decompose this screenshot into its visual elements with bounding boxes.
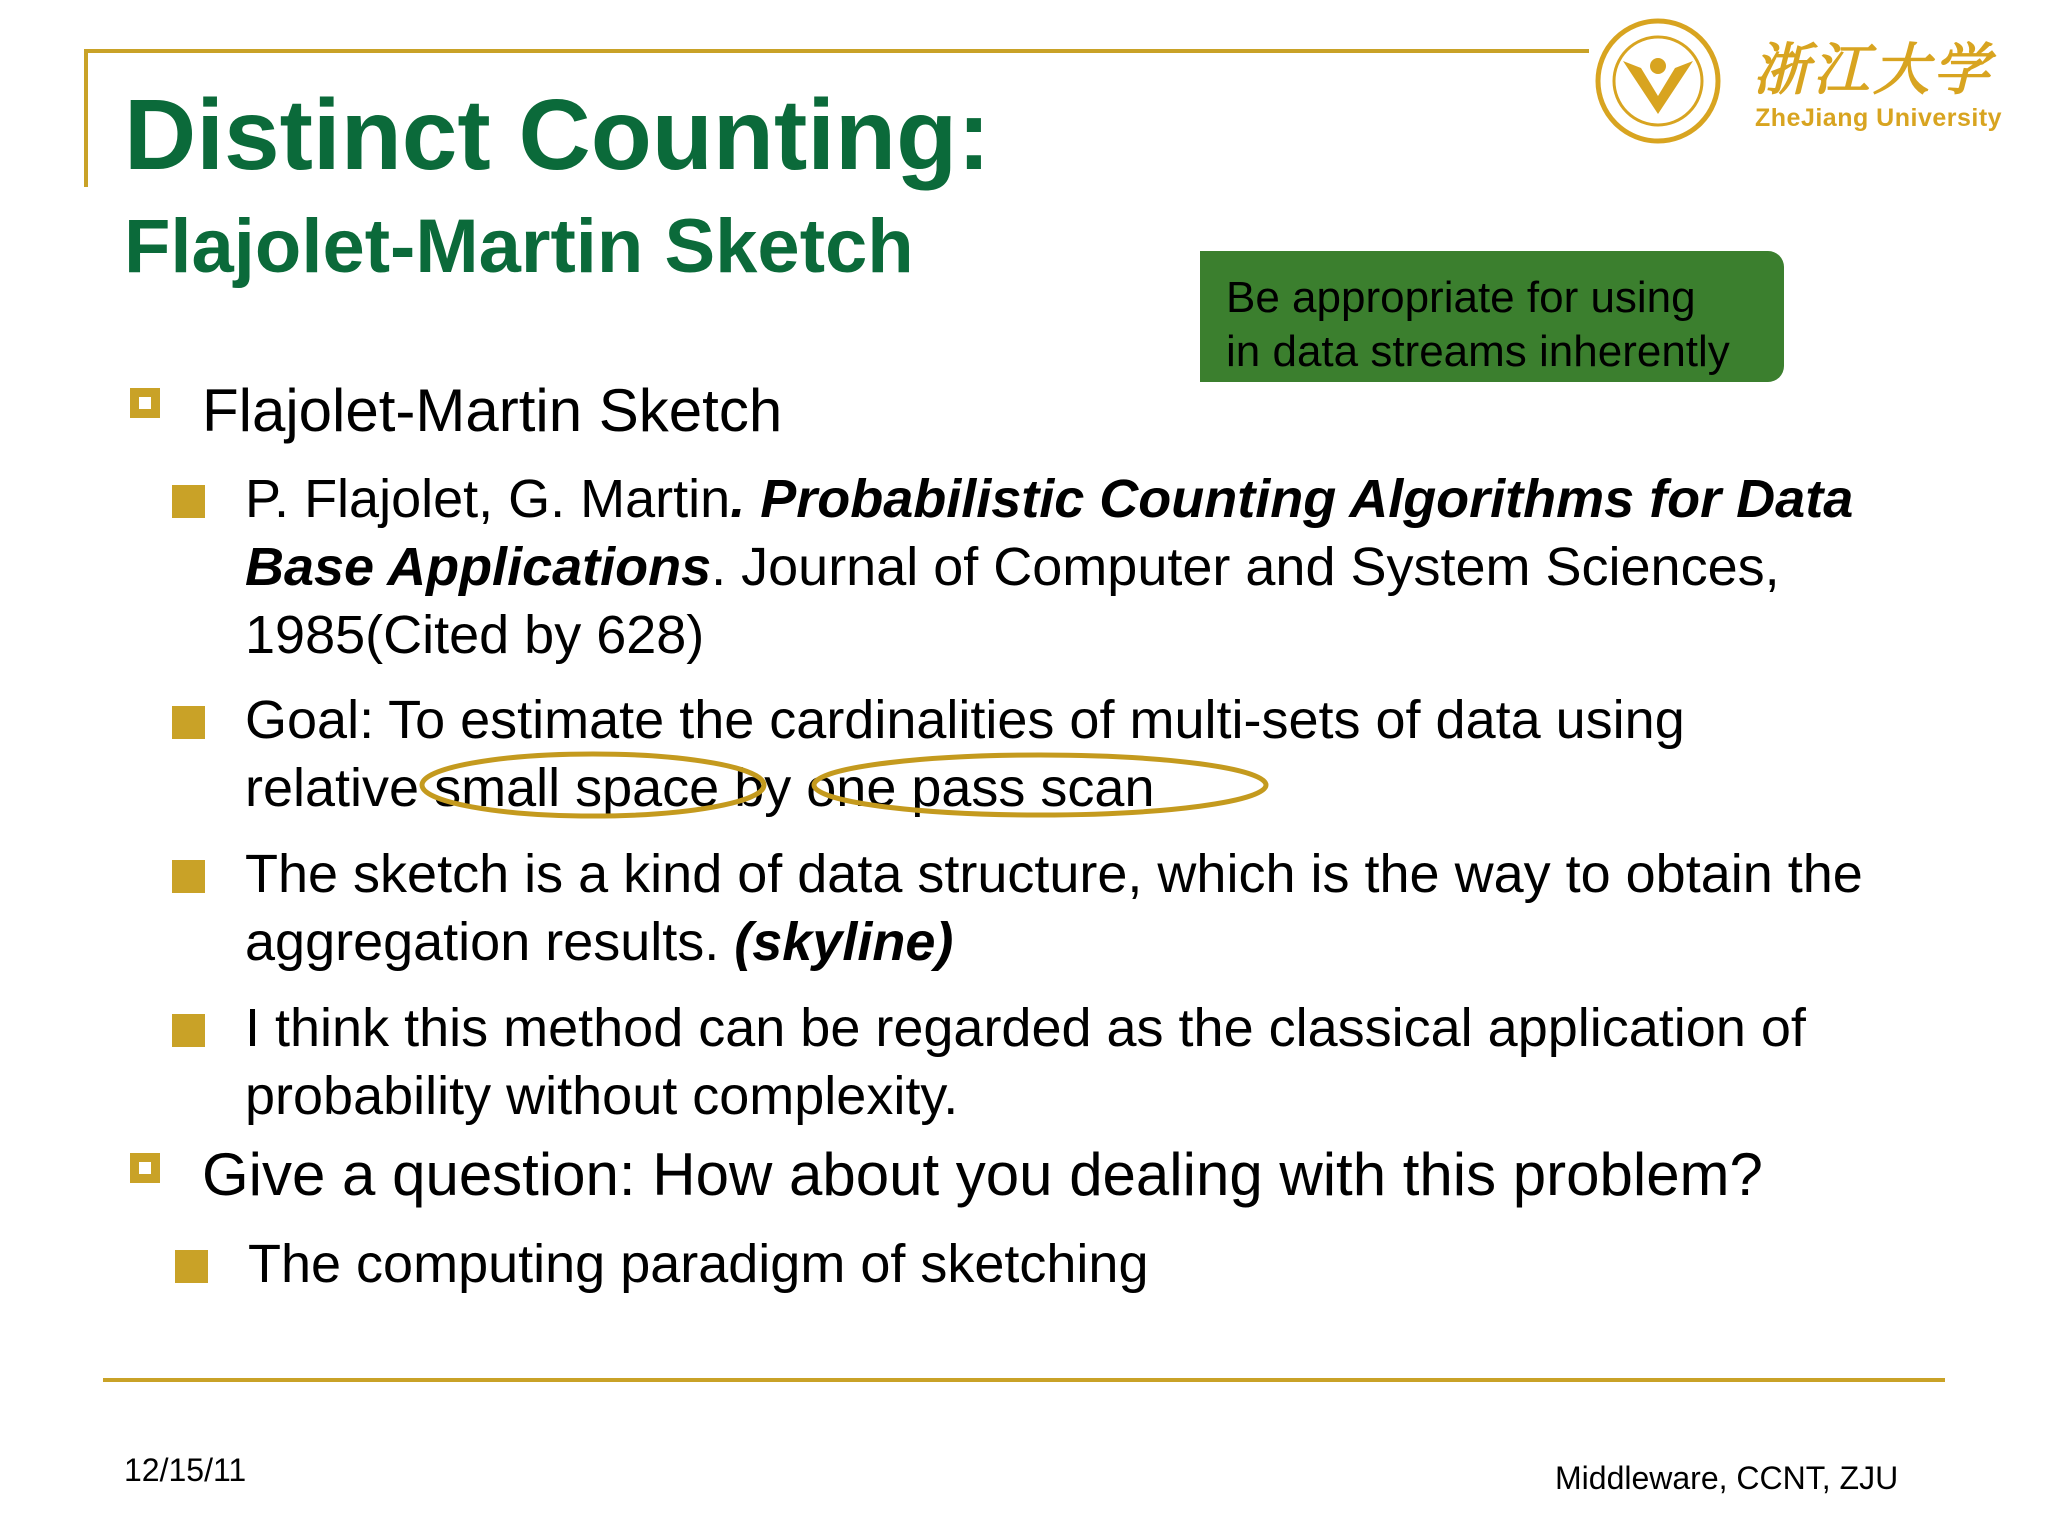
university-seal-icon xyxy=(1593,16,1723,146)
callout-box xyxy=(1200,251,1784,382)
filled-square-bullet-icon xyxy=(172,706,205,739)
reference-journal: . Journal of Computer and System Sciences, xyxy=(711,537,1780,597)
footer-source: Middleware, CCNT, ZJU xyxy=(1555,1460,1899,1496)
reference-authors: P. Flajolet, G. Martin xyxy=(245,469,731,529)
goal-line-1: Goal: To estimate the cardinalities of multi-sets of data using xyxy=(245,690,1685,750)
filled-square-bullet-icon xyxy=(172,860,205,893)
callout-line-1: Be appropriate for using xyxy=(1226,273,1696,322)
opinion-line-1: I think this method can be regarded as the classical application of xyxy=(245,998,1806,1058)
highlight-one-pass-scan: one pass scan xyxy=(806,758,1155,818)
filled-square-bullet-icon xyxy=(172,485,205,518)
filled-square-bullet-icon xyxy=(172,1014,205,1047)
filled-square-bullet-icon xyxy=(175,1250,208,1283)
opinion-line-2: probability without complexity. xyxy=(245,1066,959,1126)
skyline-emphasis: (skyline) xyxy=(734,912,954,972)
reference-title: Probabilistic Counting Algorithms for Data xyxy=(760,469,1854,529)
logo-english-name: ZheJiang University xyxy=(1755,104,2003,132)
highlight-small-space: small space xyxy=(434,758,720,818)
slide-subtitle: Flajolet-Martin Sketch xyxy=(124,204,914,289)
bullet-text: Give a question: How about you dealing with this problem? xyxy=(202,1141,1763,1208)
footer-date: 12/15/11 xyxy=(124,1452,247,1488)
goal-pre: relative xyxy=(245,758,435,818)
sketch-line-2: aggregation results. xyxy=(245,912,735,972)
bottom-divider xyxy=(103,1378,1945,1382)
sketch-line-1: The sketch is a kind of data structure, which is the way to obtain the xyxy=(245,844,1863,904)
slide-title: Distinct Counting: xyxy=(124,79,991,191)
callout-line-2: in data streams inherently xyxy=(1226,327,1730,376)
hollow-square-bullet-icon xyxy=(130,1153,160,1183)
top-frame-line xyxy=(84,49,1589,53)
goal-mid: by xyxy=(719,758,807,818)
reference-year: 1985(Cited by 628) xyxy=(245,605,705,665)
reference-separator: . xyxy=(730,469,761,529)
left-frame-line xyxy=(84,49,88,187)
paradigm-text: The computing paradigm of sketching xyxy=(248,1234,1149,1294)
reference-title-cont: Base Applications xyxy=(245,537,712,597)
logo-chinese-name: 浙江大学 xyxy=(1753,37,1993,103)
bullet-text: Flajolet-Martin Sketch xyxy=(202,377,783,444)
hollow-square-bullet-icon xyxy=(130,388,160,418)
university-logo xyxy=(1593,12,2033,152)
